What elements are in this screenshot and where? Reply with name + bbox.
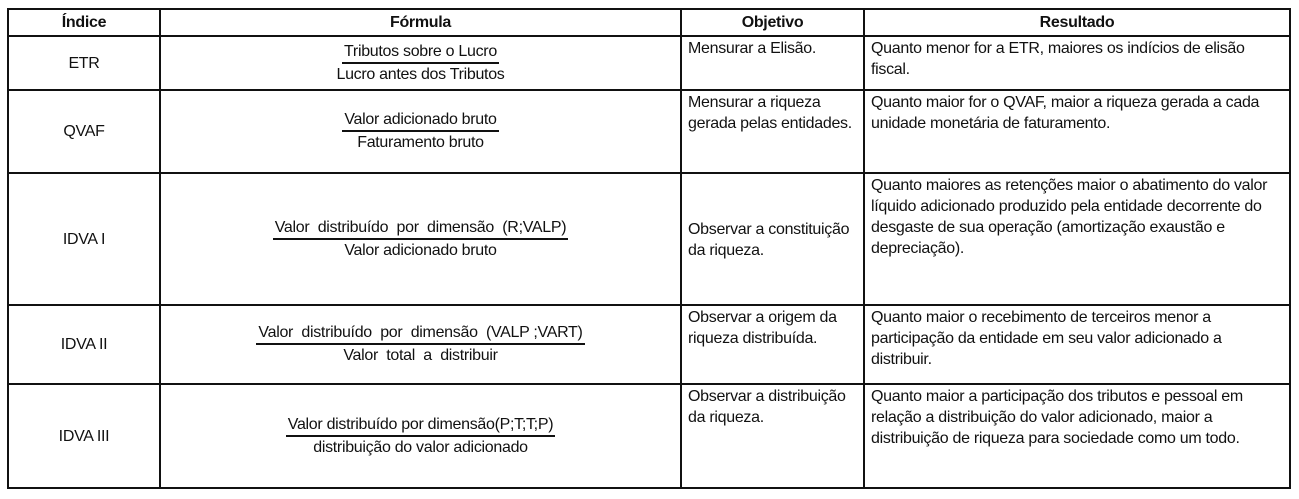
indice-label: ETR [68, 54, 100, 72]
table-row [9, 306, 1289, 385]
objetivo-text: Observar a origem da riqueza distribuída. [688, 309, 837, 347]
resultado-text: Quanto menor for a ETR, maiores os indícios de elisão fiscal. [871, 40, 1245, 78]
formula-denominator: distribuição do valor adicionado [313, 438, 528, 456]
table-row [9, 385, 1289, 487]
objetivo-cell [682, 306, 865, 383]
indice-cell [9, 91, 161, 172]
formula-fraction [336, 42, 504, 85]
indice-label: IDVA I [62, 230, 106, 248]
resultado-text: Quanto maior for o QVAF, maior a riqueza gerada a cada unidade monetária de faturamento. [871, 94, 1260, 132]
formula-fraction [342, 110, 498, 153]
indice-label: IDVA III [58, 427, 110, 445]
objetivo-text: Observar a constituição da riqueza. [688, 220, 850, 259]
formula-cell [161, 91, 682, 172]
objetivo-cell [682, 174, 865, 304]
resultado-cell [865, 385, 1289, 487]
formula-fraction [286, 415, 555, 458]
formula-denominator: Valor total a distribuir [343, 347, 498, 364]
resultado-cell [865, 91, 1289, 172]
resultado-text: Quanto maior a participação dos tributos e pessoal em relação a distribuição do valor adicionado, maior a distribuição de riqueza para sociedade como um todo. [871, 388, 1243, 447]
resultado-cell [865, 306, 1289, 383]
table-header-row [9, 10, 1289, 37]
header-label: Fórmula [389, 14, 452, 31]
objetivo-text: Observar a distribuição da riqueza. [688, 388, 846, 426]
formula-fraction [273, 218, 569, 261]
formula-numerator: Valor distribuído por dimensão(P;T;T;P) [286, 415, 555, 437]
table-row [9, 37, 1289, 91]
formula-numerator: Valor adicionado bruto [342, 110, 498, 132]
header-cell-objetivo [682, 10, 865, 35]
objetivo-text: Mensurar a Elisão. [688, 40, 816, 57]
table-row [9, 91, 1289, 174]
formula-fraction [256, 323, 584, 366]
formula-cell [161, 174, 682, 304]
formula-numerator: Tributos sobre o Lucro [342, 42, 499, 64]
formula-numerator: Valor distribuído por dimensão (VALP ;VART) [256, 323, 584, 345]
header-label: Índice [61, 14, 107, 31]
formula-denominator: Valor adicionado bruto [344, 241, 497, 259]
indice-cell [9, 174, 161, 304]
objetivo-cell [682, 385, 865, 487]
resultado-cell [865, 174, 1289, 304]
objetivo-cell [682, 37, 865, 89]
header-label: Resultado [1039, 14, 1115, 31]
indice-cell [9, 306, 161, 383]
resultado-text: Quanto maior o recebimento de terceiros menor a participação da entidade em seu valor adicionado a distribuir. [871, 309, 1222, 368]
formula-denominator: Faturamento bruto [357, 134, 484, 151]
indice-cell [9, 385, 161, 487]
indice-label: IDVA II [60, 336, 108, 353]
formula-cell [161, 306, 682, 383]
formula-numerator: Valor distribuído por dimensão (R;VALP) [273, 218, 569, 240]
header-cell-indice [9, 10, 161, 35]
formula-cell [161, 37, 682, 89]
header-cell-resultado [865, 10, 1289, 35]
indices-table [7, 8, 1291, 489]
objetivo-text: Mensurar a riqueza gerada pelas entidades. [688, 94, 852, 132]
formula-denominator: Lucro antes dos Tributos [336, 65, 505, 83]
indice-cell [9, 37, 161, 89]
objetivo-cell [682, 91, 865, 172]
resultado-cell [865, 37, 1289, 89]
formula-cell [161, 385, 682, 487]
resultado-text: Quanto maiores as retenções maior o abatimento do valor líquido adicionado produzido pela entidade decorrente do desgaste de sua operação (amortização exaustão e depreciação). [871, 177, 1268, 257]
header-cell-formula [161, 10, 682, 35]
table-row [9, 174, 1289, 306]
indice-label: QVAF [63, 123, 105, 140]
header-label: Objetivo [741, 14, 804, 31]
